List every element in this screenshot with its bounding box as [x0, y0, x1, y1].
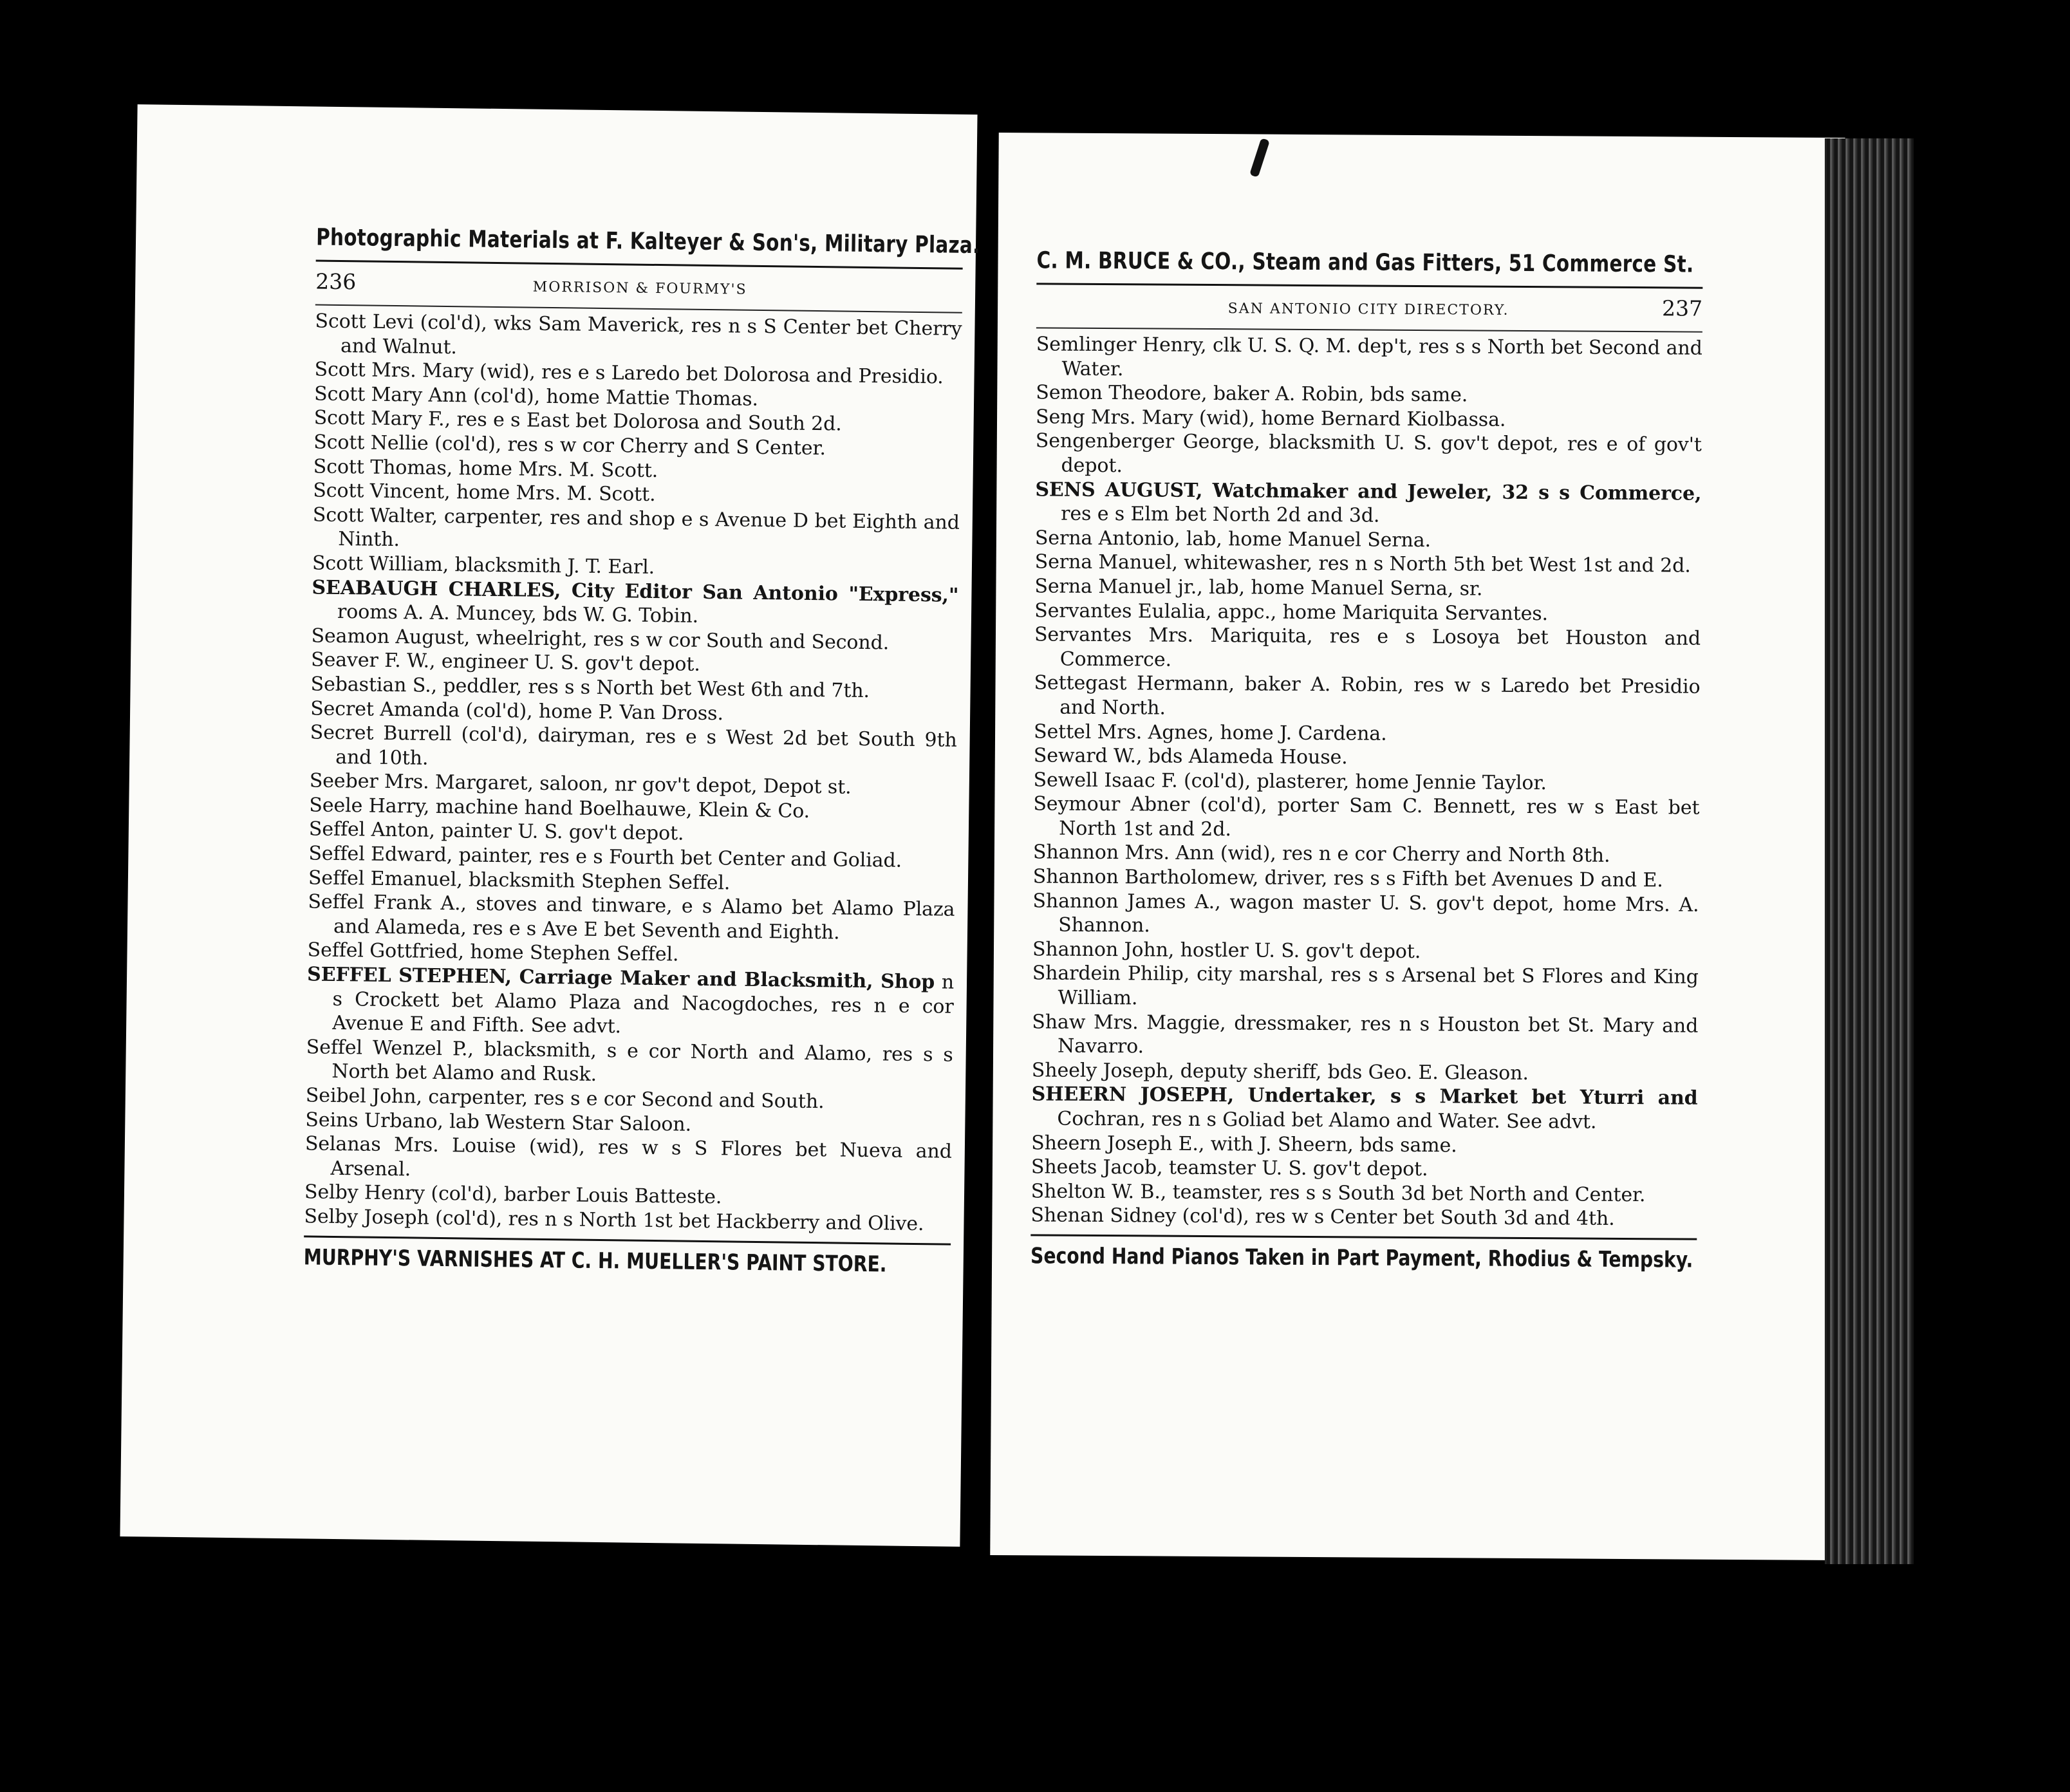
entry-text: Sheets Jacob, teamster U. S. gov't depot. [1030, 1155, 1428, 1181]
left-page [120, 104, 980, 1547]
entry-text: Scott Mrs. Mary (wid), res e s Laredo bet Dolorosa and Presidio. [314, 358, 944, 389]
right-running-title: SAN ANTONIO CITY DIRECTORY. [1227, 301, 1509, 319]
entry-text: Seibel John, carpenter, res s e cor Second and South. [305, 1084, 825, 1114]
entry-text: Sengenberger George, blacksmith U. S. gov't depot, res e of gov't depot. [1035, 429, 1702, 478]
left-page-number: 236 [315, 268, 357, 295]
entry-text: Selanas Mrs. Louise (wid), res w s S Flores bet Nueva and Arsenal. [304, 1132, 953, 1181]
directory-entry [1034, 743, 1700, 772]
entry-text: rooms A. A. Muncey, bds W. G. Tobin. [337, 601, 699, 628]
directory-entry [1032, 1010, 1698, 1063]
entry-text: Shannon Bartholomew, driver, res s s Fifth bet Avenues D and E. [1032, 865, 1663, 892]
directory-entry [306, 1035, 953, 1091]
directory-entry [1036, 405, 1702, 433]
entry-text: Serna Manuel, whitewasher, res n s North 5th bet West 1st and 2d. [1034, 550, 1691, 577]
entry-text: Sebastian S., peddler, res s s North bet West 6th and 7th. [310, 673, 870, 702]
right-entries [1030, 332, 1702, 1231]
entry-text: Seamon August, wheelright, res s w cor South and Second. [311, 624, 890, 655]
entry-text: Serna Manuel jr., lab, home Manuel Serna, sr. [1034, 575, 1483, 601]
left-entries [304, 310, 962, 1237]
directory-entry [1034, 720, 1700, 748]
entry-text: Sheely Joseph, deputy sheriff, bds Geo. E. Gleason. [1031, 1059, 1529, 1085]
left-column [303, 223, 980, 1282]
right-column [1030, 245, 1703, 1276]
right-bottom-advertisement: Second Hand Pianos Taken in Part Payment, Rhodius & Tempsky. [1030, 1243, 1693, 1273]
entry-text: Shannon Mrs. Ann (wid), res n e cor Cherry and North 8th. [1032, 841, 1610, 868]
directory-entry [1031, 1131, 1697, 1159]
entry-text: Shannon John, hostler U. S. gov't depot. [1032, 938, 1421, 963]
entry-text: Seins Urbano, lab Western Star Saloon. [305, 1108, 692, 1136]
left-bottom-advertisement: MURPHY'S VARNISHES AT C. H. MUELLER'S PAINT STORE. [303, 1244, 887, 1278]
directory-entry [1032, 1058, 1698, 1087]
directory-entry [1036, 381, 1702, 409]
entry-text: Sewell Isaac F. (col'd), plasterer, home Jennie Taylor. [1033, 769, 1547, 794]
entry-text: Scott Mary F., res e s East bet Dolorosa and South 2d. [313, 406, 842, 436]
left-top-advertisement: Photographic Materials at F. Kalteyer & Son's, Military Plaza. [315, 224, 980, 259]
directory-entry [1034, 768, 1700, 796]
entry-text: Seffel Emanuel, blacksmith Stephen Seffel. [308, 866, 731, 895]
directory-entry [1030, 1204, 1697, 1232]
directory-entry [1033, 792, 1699, 845]
entry-text: Seffel Anton, painter U. S. gov't depot. [308, 817, 684, 846]
entry-text: Scott Levi (col'd), wks Sam Maverick, res n s S Center bet Cherry and Walnut. [315, 310, 962, 359]
entry-text: Sheern Joseph E., with J. Sheern, bds same. [1031, 1131, 1457, 1157]
left-header-spacer [924, 296, 962, 297]
directory-entry [1035, 429, 1701, 482]
entry-text: Shenan Sidney (col'd), res w s Center bet South 3d and 4th. [1030, 1204, 1615, 1231]
entry-text: n s Crockett bet Alamo Plaza and Nacogdoches, res n e cor Avenue E and Fifth. See advt. [332, 971, 955, 1038]
right-bottom-rule [1030, 1234, 1697, 1240]
entry-text: Selby Joseph (col'd), res n s North 1st bet Hackberry and Olive. [304, 1205, 924, 1236]
directory-entry [308, 890, 955, 946]
entry-text: Scott Vincent, home Mrs. M. Scott. [313, 479, 656, 507]
entry-bold-heading: SHEERN JOSEPH, Undertaker, s s Market bet Yturri and [1031, 1083, 1698, 1110]
entry-text: Seffel Gottfried, home Stephen Seffel. [307, 938, 679, 966]
directory-entry [1033, 841, 1699, 869]
right-top-advertisement: C. M. BRUCE & CO., Steam and Gas Fitters, 51 Commerce St. [1036, 247, 1694, 278]
entry-text: Seymour Abner (col'd), porter Sam C. Bennett, res w s East bet North 1st and 2d. [1033, 792, 1700, 841]
entry-text: Seffel Frank A., stoves and tinware, e s Alamo bet Alamo Plaza and Alameda, res e s Ave E bet Seventh and Eighth. [308, 890, 955, 944]
entry-text: Shannon James A., wagon master U. S. gov't depot, home Mrs. A. Shannon. [1032, 890, 1699, 937]
entry-text: Seffel Wenzel P., blacksmith, s e cor North and Alamo, res s s North bet Alamo and Rusk. [306, 1036, 953, 1087]
directory-entry [1035, 478, 1701, 530]
directory-entry [1034, 574, 1701, 602]
directory-entry [312, 575, 959, 631]
book-page-edge [1825, 138, 1914, 1564]
directory-entry [1035, 526, 1701, 554]
left-running-header [315, 266, 963, 306]
left-running-title: MORRISON & FOURMY'S [532, 279, 747, 298]
directory-entry [1034, 622, 1701, 675]
right-running-header [1036, 288, 1702, 324]
directory-entry [1034, 671, 1700, 724]
entry-text: Settel Mrs. Agnes, home J. Cardena. [1033, 720, 1387, 745]
entry-text: Secret Amanda (col'd), home P. Van Dross. [310, 696, 724, 725]
entry-text: Semlinger Henry, clk U. S. Q. M. dep't, res s s North bet Second and Water. [1036, 333, 1702, 380]
entry-text: Secret Burrell (col'd), dairyman, res e s West 2d bet South 9th and 10th. [310, 721, 957, 770]
directory-entry [1033, 864, 1699, 893]
directory-entry [1031, 1155, 1697, 1184]
directory-entry [304, 1132, 952, 1188]
directory-entry [306, 962, 954, 1043]
directory-entry [1034, 599, 1701, 627]
entry-text: Shaw Mrs. Maggie, dressmaker, res n s Houston bet St. Mary and Navarro. [1032, 1010, 1699, 1058]
entry-text: Servantes Eulalia, appc., home Mariquita Servantes. [1034, 599, 1549, 625]
entry-text: Scott Mary Ann (col'd), home Mattie Thomas. [313, 382, 759, 411]
directory-entry [1032, 962, 1698, 1014]
directory-entry [1031, 1083, 1697, 1135]
entry-text: Scott Nellie (col'd), res s w cor Cherry and S Center. [313, 431, 826, 460]
entry-text: Scott Thomas, home Mrs. M. Scott. [313, 455, 658, 482]
right-header-rule [1036, 327, 1702, 332]
directory-entry [312, 503, 960, 559]
entry-bold-heading: SENS AUGUST, Watchmaker and Jeweler, 32 s s Commerce, [1035, 478, 1702, 505]
entry-text: Serna Antonio, lab, home Manuel Serna. [1034, 527, 1431, 552]
directory-entry [310, 721, 957, 777]
entry-text: Semon Theodore, baker A. Robin, bds same. [1036, 381, 1468, 407]
directory-entry [315, 310, 962, 366]
directory-entry [1035, 550, 1701, 579]
entry-text: Scott Walter, carpenter, res and shop e s Avenue D bet Eighth and Ninth. [312, 503, 960, 552]
directory-entry [1032, 937, 1699, 966]
entry-text: Seaver F. W., engineer U. S. gov't depot. [310, 648, 700, 677]
entry-text: Shardein Philip, city marshal, res s s Arsenal bet S Flores and King William. [1032, 962, 1699, 1010]
entry-text: Cochran, res n s Goliad bet Alamo and Water. See advt. [1057, 1107, 1597, 1134]
directory-entry [1036, 332, 1702, 385]
entry-text: Servantes Mrs. Mariquita, res e s Losoya bet Houston and Commerce. [1034, 623, 1701, 671]
right-page [990, 133, 1845, 1560]
directory-entry [1032, 889, 1699, 942]
entry-text: Seffel Edward, painter, res e s Fourth bet Center and Goliad. [308, 842, 902, 872]
entry-text: Seng Mrs. Mary (wid), home Bernard Kiolbassa. [1035, 406, 1506, 431]
directory-entry [1031, 1179, 1697, 1208]
entry-text: Seward W., bds Alameda House. [1033, 744, 1348, 769]
entry-text: Selby Henry (col'd), barber Louis Batteste. [304, 1181, 722, 1209]
entry-text: Settegast Hermann, baker A. Robin, res w s Laredo bet Presidio and North. [1034, 671, 1701, 720]
entry-text: Seeber Mrs. Margaret, saloon, nr gov't depot, Depot st. [309, 769, 852, 799]
right-page-number: 237 [1661, 295, 1703, 321]
entry-bold-heading: SEABAUGH CHARLES, City Editor San Antonio "Express," [312, 576, 959, 607]
entry-bold-heading: SEFFEL STEPHEN, Carriage Maker and Blacksmith, Shop [306, 963, 935, 994]
entry-text: Scott William, blacksmith J. T. Earl. [312, 552, 655, 579]
right-top-rule [1036, 283, 1702, 288]
entry-text: Shelton W. B., teamster, res s s South 3d bet North and Center. [1030, 1180, 1646, 1206]
entry-text: res e s Elm bet North 2d and 3d. [1061, 502, 1380, 527]
entry-text: Seele Harry, machine hand Boelhauwe, Klein & Co. [309, 794, 810, 823]
